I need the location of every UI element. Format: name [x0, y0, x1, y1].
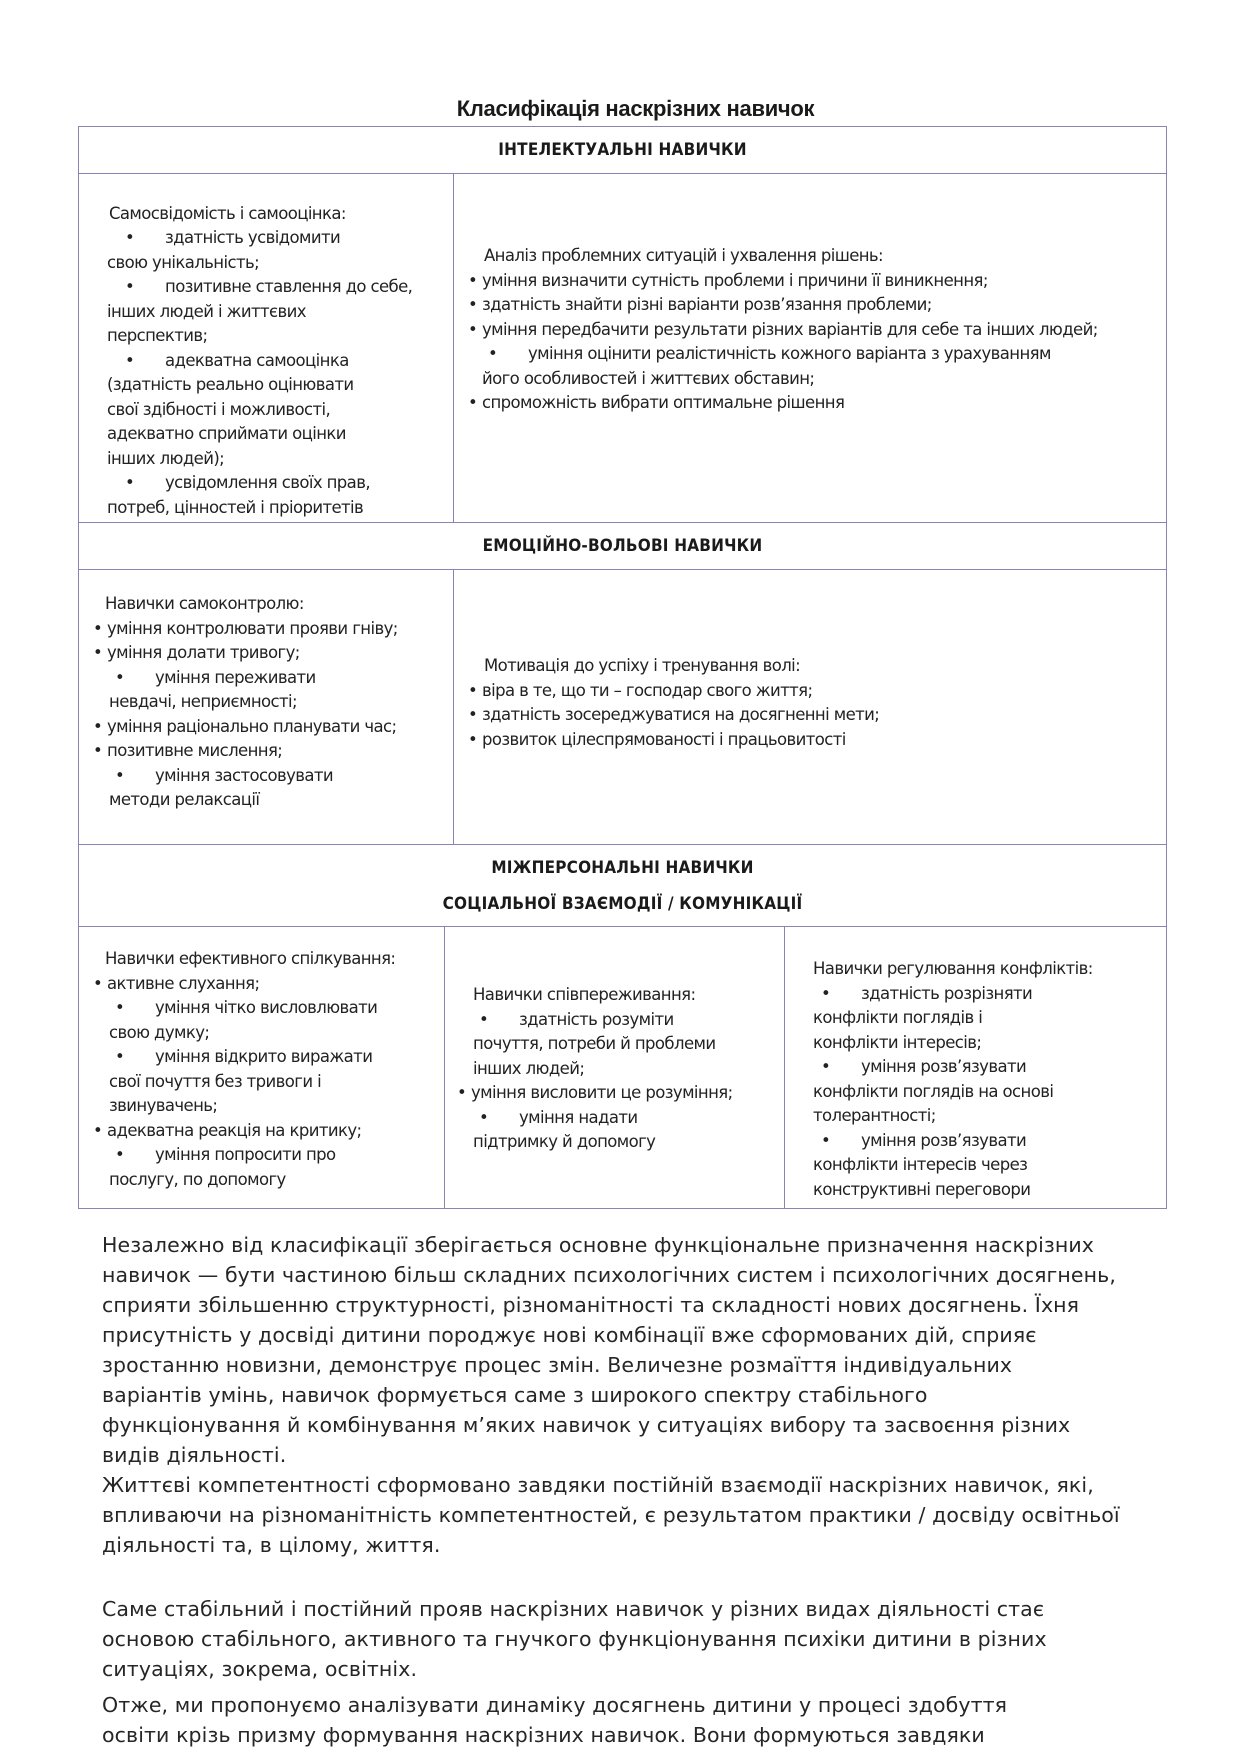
list-item: • уміння попросити про [115, 1145, 336, 1164]
list-item: • активне слухання; [93, 973, 260, 993]
paragraph-stable-manifestation: Саме стабільний і постійний прояв наскрізних навичок у різних видах діяльності стає основою стабільного, активного та гнучкого функціонування психіки дитини в різних ситуаціях, зокрема, освітніх. [102, 1597, 1047, 1681]
list-item: • уміння передбачити результати різних варіантів для себе та інших людей; [468, 319, 1098, 339]
cell-self-awareness: Самосвідомість і самооцінка: • здатність усвідомити свою унікальність; • позитивне ставлення до себе, інших людей і життєвих перспектив; • адекватна самооцінка (здатність реально оцінювати свої здібності і можливості, адекватно сприймати оцінки інших людей); • усвідомлення своїх прав, потреб, цінностей і пріоритетів [79, 174, 454, 523]
intellectual-skills-table [78, 126, 1167, 523]
list-item: • віра в те, що ти – господар свого життя; [468, 680, 813, 700]
list-item: • здатність розрізняти [821, 983, 1033, 1003]
list-item: • уміння контролювати прояви гніву; [93, 618, 398, 638]
list-item: • здатність розуміти [479, 1009, 674, 1029]
cell-conflict-resolution: Навички регулювання конфліктів: • здатність розрізняти конфлікти поглядів і конфлікти інтересів; • уміння розв’язувати конфлікти поглядів на основі толерантності; • уміння розв’язувати конфлікти інтересів через конструктивні переговори [785, 927, 1167, 1209]
list-item: • спроможність вибрати оптимальне рішення [468, 393, 845, 412]
list-item: • уміння визначити сутність проблеми і причини її виникнення; [468, 270, 988, 290]
list-item: • адекватна реакція на критику; [93, 1120, 362, 1140]
interpersonal-skills-table [78, 844, 1167, 1209]
list-item: • уміння оцінити реалістичність кожного варіанта з урахуванням [488, 344, 1051, 363]
paragraph-functional-purpose: Незалежно від класифікації зберігається основне функціональне призначення наскрізних навичок — бути частиною більш складних психологічних систем і психологічних досягнень, сприяти збільшенню структурності, різноманітності та складності нових досягнень. Їхня присутність у досвіді дитини породжує нові комбінації вже сформованих дій, сприяє зростанню новизни, демонструє процес змін. Величезне розмаїття індивідуальних варіантів умінь, навичок формується саме з широкого спектру стабільного функціонування й комбінування м’яких навичок у ситуаціях вибору та засвоєння різних видів діяльності. Життєві компетентності сформовано завдяки постійній взаємодії наскрізних навичок, які, впливаючи на різноманітність компетентностей, є результатом практики / досвіду освітньої діяльності та, в цілому, життя. [102, 1233, 1120, 1557]
list-item: • уміння висловити це розуміння; [457, 1083, 733, 1102]
cell-communication: Навички ефективного спілкування: • активне слухання; • уміння чітко висловлювати свою думку; • уміння відкрито виражати свої почуття без тривоги і звинувачень; • адекватна реакція на критику; • уміння попросити про послугу, по допомогу [79, 927, 445, 1209]
list-item: • усвідомлення своїх прав, [125, 473, 370, 492]
page-title: Класифікація наскрізних навичок [456, 96, 815, 121]
list-item: • уміння розв’язувати [821, 1130, 1027, 1150]
list-item: • уміння чітко висловлювати [115, 998, 378, 1017]
section-header-interpersonal: МІЖПЕРСОНАЛЬНІ НАВИЧКИ СОЦІАЛЬНОЇ ВЗАЄМОДІЇ / КОМУНІКАЦІЇ [79, 845, 1167, 927]
cell-title: Аналіз проблемних ситуацій і ухвалення рішень: [484, 246, 884, 265]
list-item: • розвиток цілеспрямованості і працьовитості [468, 729, 846, 749]
list-item: • адекватна самооцінка [125, 350, 349, 370]
list-item: • здатність знайти різні варіанти розв’язання проблеми; [468, 295, 932, 314]
cell-problem-analysis: Аналіз проблемних ситуацій і ухвалення рішень: • уміння визначити сутність проблеми і причини її виникнення; • здатність знайти різні варіанти розв’язання проблеми; • уміння передбачити результати різних варіантів для себе та інших людей; • уміння оцінити реалістичність кожного варіанта з урахуванням його особливостей і життєвих обставин; • спроможність вибрати оптимальне рішення [454, 174, 1167, 523]
section-header-intellectual: ІНТЕЛЕКТУАЛЬНІ НАВИЧКИ [79, 127, 1167, 174]
list-item: • уміння переживати [115, 667, 316, 687]
list-item: • уміння відкрито виражати [115, 1047, 373, 1066]
cell-title: Самосвідомість і самооцінка: [109, 203, 346, 223]
cell-empathy: Навички співпереживання: • здатність розуміти почуття, потреби й проблеми інших людей; • уміння висловити це розуміння; • уміння надати підтримку й допомогу [445, 927, 785, 1209]
section-header-emotional: ЕМОЦІЙНО-ВОЛЬОВІ НАВИЧКИ [79, 523, 1167, 570]
cell-title: Мотивація до успіху і тренування волі: [484, 656, 801, 675]
emotional-skills-table [78, 522, 1167, 845]
list-item: • уміння розв’язувати [821, 1057, 1027, 1076]
list-item: • здатність усвідомити [125, 228, 341, 247]
cell-title: Навички співпереживання: [473, 985, 696, 1004]
list-item: • уміння долати тривогу; [93, 643, 300, 662]
cell-self-control: Навички самоконтролю: • уміння контролювати прояви гніву; • уміння долати тривогу; • уміння переживати невдачі, неприємності; • уміння раціонально планувати час; • позитивне мислення; • уміння застосовувати методи релаксації [79, 570, 454, 845]
list-item: • уміння раціонально планувати час; [93, 716, 397, 736]
list-item: • позитивне мислення; [93, 741, 283, 760]
paragraph-conclusion: Отже, ми пропонуємо аналізувати динаміку досягнень дитини у процесі здобуття освіти крізь призму формування наскрізних навичок. Вони формуються завдяки [102, 1693, 1008, 1747]
list-item: • уміння застосовувати [115, 765, 334, 785]
cell-title: Навички регулювання конфліктів: [813, 959, 1093, 978]
cell-title: Навички ефективного спілкування: [105, 949, 396, 968]
list-item: • здатність зосереджуватися на досягненні мети; [468, 705, 880, 724]
list-item: • уміння надати [479, 1107, 638, 1127]
cell-title: Навички самоконтролю: [105, 594, 304, 613]
list-item: • позитивне ставлення до себе, [125, 277, 413, 296]
cell-motivation [454, 570, 1167, 845]
